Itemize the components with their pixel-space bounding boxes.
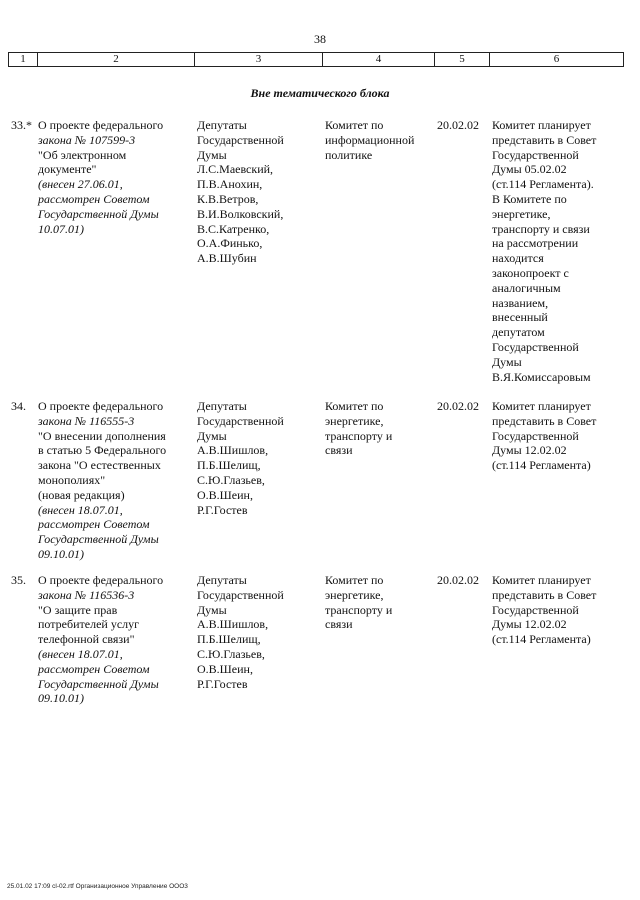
- author-line: Депутаты: [197, 573, 247, 587]
- status-line: Государственной: [492, 602, 579, 617]
- committee-line: транспорту и: [325, 428, 393, 443]
- committee-line: политике: [325, 147, 373, 162]
- author-line: П.Б.Шелищ,: [197, 632, 261, 647]
- status-line: транспорту и связи: [492, 221, 590, 236]
- bill-title-line: "Об электронном: [38, 147, 127, 162]
- status-line: Государственной: [492, 339, 579, 354]
- author-line: А.В.Шишлов,: [197, 443, 269, 458]
- bill-plan-status: [492, 118, 622, 384]
- status-line: названием,: [492, 295, 549, 310]
- author-line: Государственной: [197, 132, 284, 147]
- committee-line: Комитет по: [325, 573, 384, 587]
- bill-title-line: закона № 107599-3: [38, 132, 136, 147]
- committee-line: энергетике,: [325, 413, 384, 428]
- bill-plan-status: [492, 573, 622, 647]
- author-line: А.В.Шубин: [197, 251, 257, 266]
- author-line: Л.С.Маевский,: [197, 162, 274, 177]
- status-line: Государственной: [492, 147, 579, 162]
- author-line: Думы: [197, 147, 227, 162]
- bill-status-note-line: Государственной Думы: [38, 676, 159, 691]
- status-line: аналогичным: [492, 280, 561, 295]
- bill-title-line: закона № 116536-3: [38, 587, 135, 602]
- column-number-header: [8, 52, 624, 67]
- author-line: С.Ю.Глазьев,: [197, 472, 265, 487]
- author-line: Р.Г.Гостев: [197, 502, 248, 517]
- column-number-2: 2: [38, 53, 195, 67]
- status-line: (ст.114 Регламента): [492, 632, 591, 647]
- author-line: П.Б.Шелищ,: [197, 458, 261, 473]
- author-line: Р.Г.Гостев: [197, 676, 248, 691]
- status-line: представить в Совет: [492, 413, 597, 428]
- bill-title-line: потребителей услуг: [38, 617, 140, 632]
- author-line: Государственной: [197, 413, 284, 428]
- author-line: О.В.Шеин,: [197, 487, 253, 502]
- status-line: внесенный: [492, 310, 548, 325]
- bill-date: 20.02.02: [437, 573, 479, 587]
- status-line: находится: [492, 251, 544, 266]
- status-line: Государственной: [492, 428, 579, 443]
- author-line: О.В.Шеин,: [197, 661, 253, 676]
- bill-title-line: О проекте федерального: [38, 399, 164, 413]
- document-footer: 25.01.02 17:09 cl-02.rtf Организационное Управление ООО3: [7, 883, 188, 890]
- author-line: В.И.Волковский,: [197, 206, 284, 221]
- bill-title: [38, 118, 188, 236]
- author-line: П.В.Анохин,: [197, 177, 263, 192]
- bill-status-note-line: (внесен 18.07.01,: [38, 502, 123, 517]
- author-line: Депутаты: [197, 399, 247, 413]
- author-line: В.С.Катренко,: [197, 221, 270, 236]
- status-line: Комитет планирует: [492, 118, 591, 132]
- status-line: представить в Совет: [492, 587, 597, 602]
- page-number: 38: [314, 32, 326, 46]
- author-line: Государственной: [197, 587, 284, 602]
- column-number-5: 5: [435, 53, 490, 67]
- bill-status-note-line: рассмотрен Советом: [38, 517, 150, 532]
- bill-date: 20.02.02: [437, 118, 479, 132]
- bill-title-line: закона "О естественных: [38, 458, 161, 473]
- committee-line: Комитет по: [325, 118, 384, 132]
- bill-title: [38, 573, 188, 706]
- author-line: О.А.Финько,: [197, 236, 263, 251]
- column-number-4: 4: [323, 53, 435, 67]
- responsible-committee: [325, 573, 435, 632]
- status-line: депутатом: [492, 325, 545, 340]
- committee-line: информационной: [325, 132, 415, 147]
- status-line: Комитет планирует: [492, 573, 591, 587]
- author-line: А.В.Шишлов,: [197, 617, 269, 632]
- bill-title-line: монополиях": [38, 472, 106, 487]
- bill-title: [38, 399, 188, 562]
- author-line: Думы: [197, 602, 227, 617]
- bill-title-line: закона № 116555-3: [38, 413, 135, 428]
- committee-line: связи: [325, 617, 353, 632]
- committee-line: связи: [325, 443, 353, 458]
- bill-plan-status: [492, 399, 622, 473]
- responsible-committee: [325, 118, 435, 162]
- bill-status-note-line: рассмотрен Советом: [38, 191, 150, 206]
- status-line: (ст.114 Регламента).: [492, 177, 594, 192]
- status-line: представить в Совет: [492, 132, 597, 147]
- bill-status-note-line: Государственной Думы: [38, 532, 159, 547]
- bill-status-note-line: (внесен 27.06.01,: [38, 177, 123, 192]
- bill-status-note-line: (внесен 18.07.01,: [38, 646, 123, 661]
- bill-authors: [197, 573, 317, 691]
- bill-status-note-line: 10.07.01): [38, 221, 84, 236]
- bill-authors: [197, 399, 317, 517]
- status-line: Думы 05.02.02: [492, 162, 567, 177]
- status-line: Думы 12.02.02: [492, 443, 567, 458]
- bill-status-note-line: Государственной Думы: [38, 206, 159, 221]
- bill-status-note-line: рассмотрен Советом: [38, 661, 150, 676]
- column-number-6: 6: [490, 53, 624, 67]
- author-line: Депутаты: [197, 118, 247, 132]
- bill-title-line: (новая редакция): [38, 487, 125, 502]
- column-number-1: 1: [9, 53, 38, 67]
- status-line: энергетике,: [492, 206, 551, 221]
- bill-date: 20.02.02: [437, 399, 479, 413]
- entry-number: 34.: [11, 399, 26, 413]
- committee-line: энергетике,: [325, 587, 384, 602]
- column-number-3: 3: [195, 53, 323, 67]
- bill-status-note-line: 09.10.01): [38, 546, 84, 561]
- bill-status-note-line: 09.10.01): [38, 691, 84, 706]
- status-line: Думы: [492, 354, 522, 369]
- status-line: на рассмотрении: [492, 236, 579, 251]
- bill-title-line: О проекте федерального: [38, 118, 164, 132]
- author-line: К.В.Ветров,: [197, 191, 259, 206]
- section-title: Вне тематического блока: [250, 86, 390, 100]
- bill-authors: [197, 118, 317, 266]
- bill-title-line: в статью 5 Федерального: [38, 443, 167, 458]
- author-line: Думы: [197, 428, 227, 443]
- bill-title-line: документе": [38, 162, 97, 177]
- bill-title-line: телефонной связи": [38, 632, 135, 647]
- bill-title-line: О проекте федерального: [38, 573, 164, 587]
- bill-title-line: "О внесении дополнения: [38, 428, 166, 443]
- status-line: Думы 12.02.02: [492, 617, 567, 632]
- bill-title-line: "О защите прав: [38, 602, 118, 617]
- committee-line: транспорту и: [325, 602, 393, 617]
- committee-line: Комитет по: [325, 399, 384, 413]
- author-line: С.Ю.Глазьев,: [197, 646, 265, 661]
- status-line: В.Я.Комиссаровым: [492, 369, 591, 384]
- entry-number: 35.: [11, 573, 26, 587]
- status-line: законопроект с: [492, 265, 569, 280]
- status-line: (ст.114 Регламента): [492, 458, 591, 473]
- status-line: В Комитете по: [492, 191, 567, 206]
- entry-number: 33.*: [11, 118, 32, 132]
- responsible-committee: [325, 399, 435, 458]
- status-line: Комитет планирует: [492, 399, 591, 413]
